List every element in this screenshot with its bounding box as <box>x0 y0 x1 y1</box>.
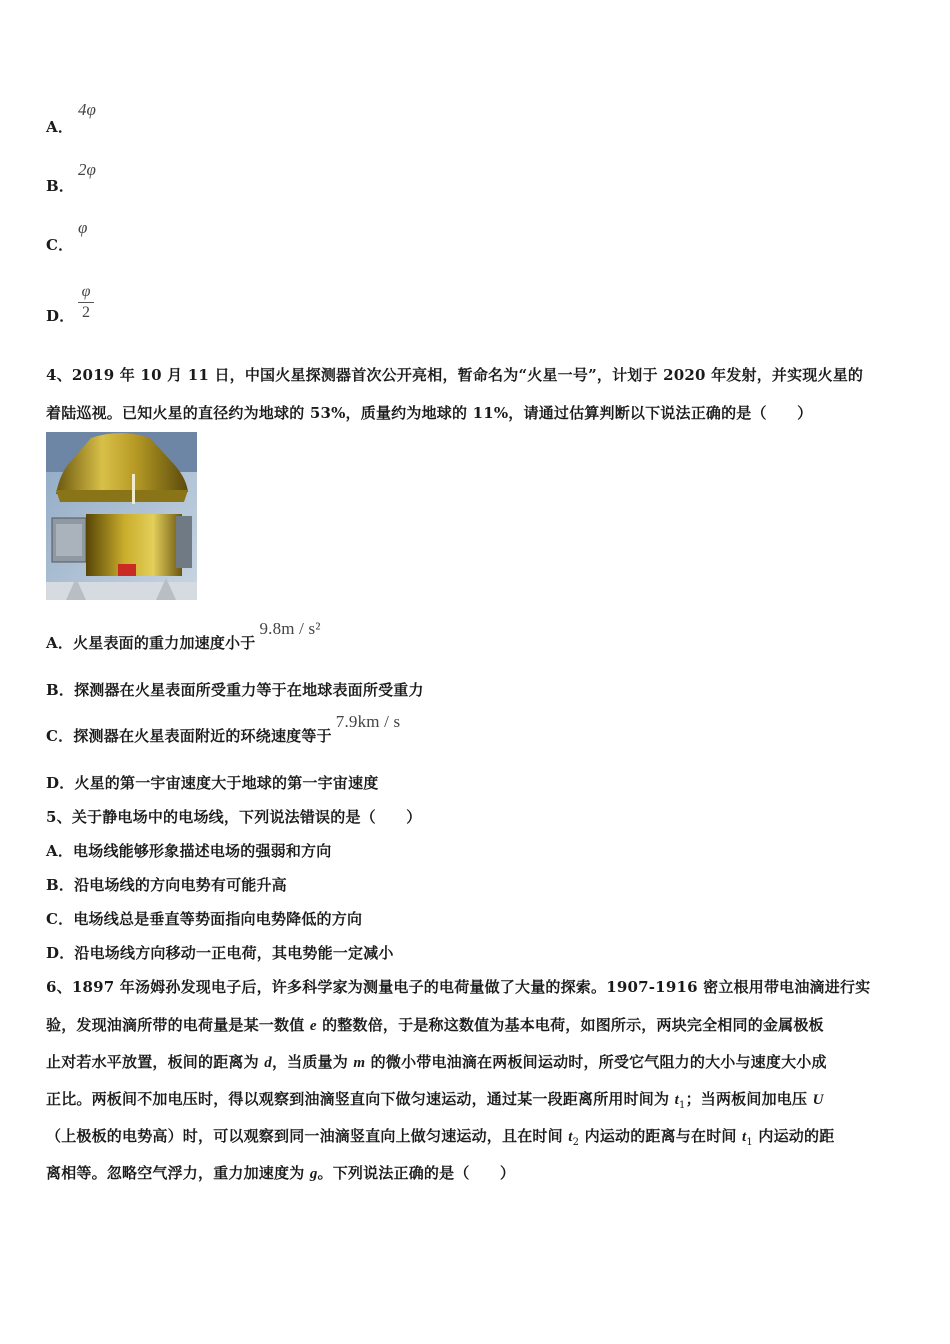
subscript-1-b: 1 <box>746 1137 753 1148</box>
q5-option-d: D．沿电场线方向移动一正电荷，其电势能一定减小 <box>46 944 394 962</box>
mars-probe-photo <box>46 432 197 600</box>
q4-option-a-text: A．火星表面的重力加速度小于 <box>46 634 256 652</box>
fraction-denominator: 2 <box>82 304 90 321</box>
subscript-1: 1 <box>679 1100 686 1111</box>
option-d-label: D． <box>46 307 75 325</box>
q6-line6-part2: 。下列说法正确的是（ ） <box>317 1164 516 1182</box>
option-c-label: C． <box>46 236 74 254</box>
q4-option-a <box>46 619 321 653</box>
option-a-label: A． <box>46 118 74 136</box>
q4-stem-line1: 4、2019 年 10 月 11 日，中国火星探测器首次公开亮相，暂命名为“火星一号”，计划于 2020 年发射，并实现火星的 <box>46 366 864 384</box>
q4-option-a-math: 9.8m / s² <box>259 619 321 638</box>
option-a-math: 4φ <box>78 100 96 119</box>
q6-line3 <box>46 1051 827 1072</box>
q6-line2 <box>46 1014 824 1035</box>
option-b-label: B． <box>46 177 75 195</box>
q4-stem-line2: 着陆巡视。已知火星的直径约为地球的 53%，质量约为地球的 11%，请通过估算判断以下说法正确的是（ ） <box>46 404 813 422</box>
q5-option-b: B．沿电场线的方向电势有可能升高 <box>46 876 287 894</box>
q4-option-c <box>46 712 401 746</box>
symbol-e: e <box>309 1018 317 1034</box>
q6-line6 <box>46 1162 515 1183</box>
mars-probe-image <box>46 432 197 600</box>
q6-line2-part1: 验，发现油滴所带的电荷量是某一数值 <box>46 1016 310 1034</box>
q6-line5-part1: （上极板的电势高）时，可以观察到同一油滴竖直向上做匀速运动，且在时间 <box>46 1127 569 1145</box>
q6-line3-part3: 的微小带电油滴在两板间运动时，所受它气阻力的大小与速度大小成 <box>365 1053 827 1071</box>
q5-stem: 5、关于静电场中的电场线，下列说法错误的是（ ） <box>46 808 422 826</box>
option-c-math: φ <box>78 218 88 237</box>
q5-option-c: C．电场线总是垂直等势面指向电势降低的方向 <box>46 910 363 928</box>
option-d-fraction <box>78 283 94 322</box>
fraction-bar <box>78 302 94 303</box>
symbol-t1: t <box>674 1092 680 1108</box>
q6-line3-part2: ，当质量为 <box>271 1053 354 1071</box>
q6-line4-part1: 正比。两板间不加电压时，得以观察到油滴竖直向下做匀速运动，通过某一段距离所用时间为 <box>46 1090 675 1108</box>
q6-line4-part2: ；当两板间加电压 <box>685 1090 813 1108</box>
q5-option-a: A．电场线能够形象描述电场的强弱和方向 <box>46 842 332 860</box>
q6-line3-part1: 止对若水平放置，板间的距离为 <box>46 1053 265 1071</box>
q6-line4 <box>46 1088 824 1111</box>
q6-line6-part1: 离相等。忽略空气浮力，重力加速度为 <box>46 1164 310 1182</box>
fraction-numerator: φ <box>81 283 91 300</box>
q4-option-d: D．火星的第一宇宙速度大于地球的第一宇宙速度 <box>46 774 379 792</box>
q6-line1: 6、1897 年汤姆孙发现电子后，许多科学家为测量电子的电荷量做了大量的探索。1907-1916 密立根用带电油滴进行实 <box>46 978 871 996</box>
option-b-math: 2φ <box>78 160 96 179</box>
symbol-t1-b: t <box>742 1129 747 1145</box>
q4-option-b: B．探测器在火星表面所受重力等于在地球表面所受重力 <box>46 681 424 699</box>
q6-line5-part3: 内运动的距 <box>752 1127 835 1145</box>
symbol-g: g <box>309 1166 318 1182</box>
q4-option-c-math: 7.9km / s <box>335 712 401 731</box>
symbol-d: d <box>264 1055 272 1071</box>
symbol-m: m <box>353 1055 366 1071</box>
q6-line5 <box>46 1125 834 1148</box>
subscript-2: 2 <box>572 1137 580 1148</box>
q6-line2-part2: 的整数倍，于是称这数值为基本电荷，如图所示，两块完全相同的金属极板 <box>316 1016 824 1034</box>
symbol-u: U <box>812 1092 824 1108</box>
q4-option-c-text: C．探测器在火星表面附近的环绕速度等于 <box>46 727 332 745</box>
symbol-t2: t <box>568 1129 573 1145</box>
q6-line5-part2: 内运动的距离与在时间 <box>579 1127 743 1145</box>
